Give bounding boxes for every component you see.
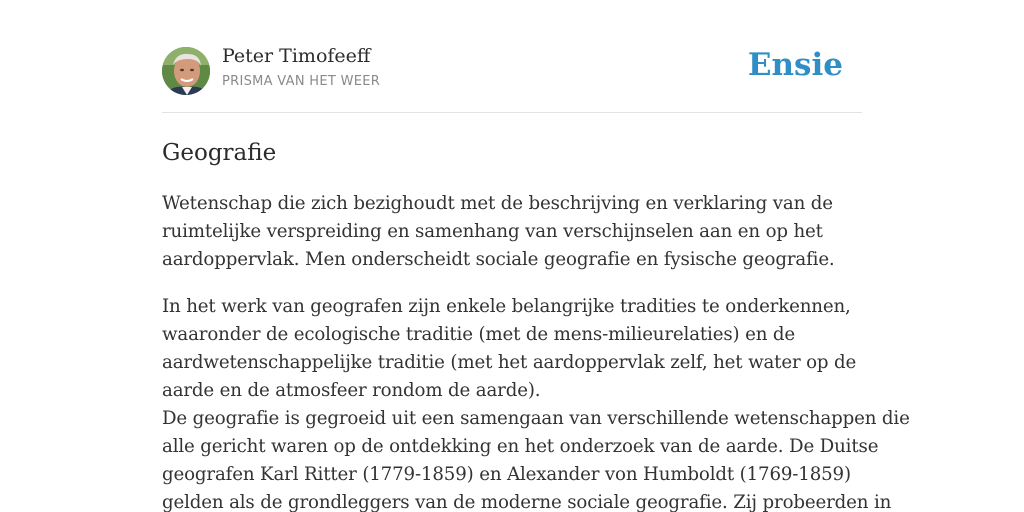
paragraph-line: Wetenschap die zich bezighoudt met de beschrijving en verklaring van de bbox=[162, 193, 833, 214]
author-avatar[interactable] bbox=[162, 47, 210, 95]
article-title: Geografie bbox=[162, 140, 277, 166]
paragraph-line: geografen Karl Ritter (1779-1859) en Alexander von Humboldt (1769-1859) bbox=[162, 464, 851, 485]
content-column bbox=[162, 0, 910, 512]
paragraph-line: aardoppervlak. Men onderscheidt sociale geografie en fysische geografie. bbox=[162, 249, 835, 270]
article-paragraph-1 bbox=[162, 190, 862, 274]
paragraph-line: alle gericht waren op de ontdekking en het onderzoek van de aarde. De Duitse bbox=[162, 436, 879, 457]
paragraph-line: ruimtelijke verspreiding en samenhang van verschijnselen aan en op het bbox=[162, 221, 823, 242]
paragraph-line: gelden als de grondleggers van de moderne sociale geografie. Zij probeerden in bbox=[162, 492, 892, 512]
paragraph-line: In het werk van geografen zijn enkele belangrijke tradities te onderkennen, bbox=[162, 296, 851, 317]
paragraph-line: aarde en de atmosfeer rondom de aarde). bbox=[162, 380, 541, 401]
article-paragraph-2 bbox=[162, 293, 910, 512]
paragraph-line: De geografie is gegroeid uit een samengaan van verschillende wetenschappen die bbox=[162, 408, 910, 429]
paragraph-line: aardwetenschappelijke traditie (met het aardoppervlak zelf, het water op de bbox=[162, 352, 857, 373]
author-name[interactable]: Peter Timofeeff bbox=[222, 45, 371, 67]
author-header bbox=[162, 0, 862, 113]
paragraph-line: waaronder de ecologische traditie (met de mens-milieurelaties) en de bbox=[162, 324, 795, 345]
author-subtitle[interactable]: PRISMA VAN HET WEER bbox=[222, 74, 381, 89]
avatar-portrait-icon bbox=[162, 47, 210, 95]
brand-logo-link[interactable]: Ensie bbox=[747, 47, 843, 83]
